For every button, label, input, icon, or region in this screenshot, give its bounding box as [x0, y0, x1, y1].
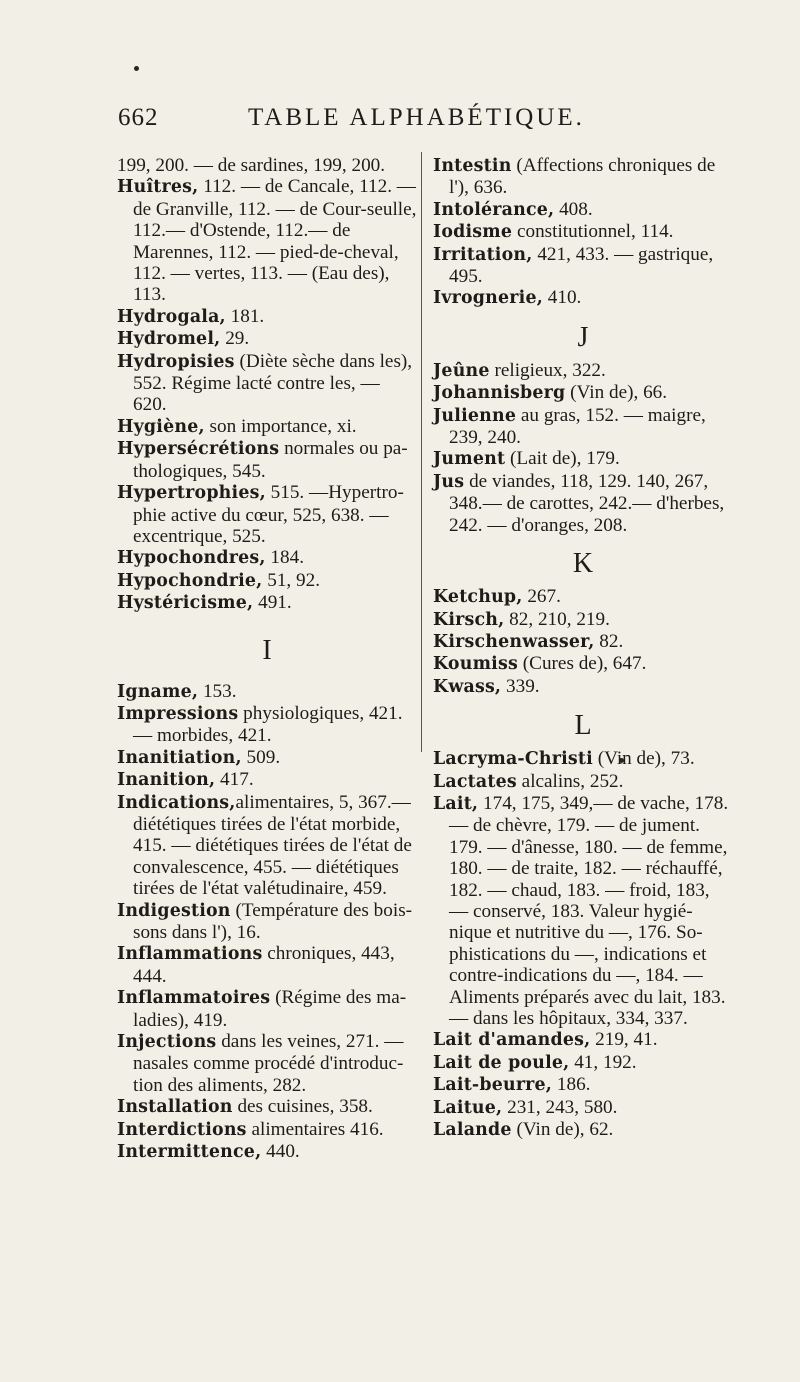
index-entry: [433, 199, 733, 221]
index-entry: [117, 438, 417, 482]
section-l-entries: [433, 748, 733, 1141]
entry-headword: Jeûne: [433, 360, 490, 381]
entry-references: 199, 200. — de sardines, 199, 200.: [117, 155, 386, 176]
entry-references: 181.: [225, 305, 265, 327]
left-column: [117, 155, 417, 1163]
index-entry: [117, 570, 417, 592]
entry-headword: Impressions: [117, 703, 239, 724]
entry-references: 509.: [241, 746, 281, 768]
index-entry: [433, 471, 733, 536]
entry-headword: Hydropisies: [117, 351, 235, 372]
index-entry: [117, 176, 417, 305]
entry-headword: Injections: [117, 1032, 217, 1053]
entry-references: 231, 243, 580.: [502, 1096, 618, 1118]
index-entry: [117, 1031, 417, 1096]
ink-fleck: [134, 66, 139, 71]
entry-references: 82, 210, 219.: [504, 608, 610, 630]
entry-headword: Indications,: [117, 792, 236, 813]
entry-headword: Ivrognerie,: [433, 288, 543, 309]
index-entry: [433, 609, 733, 631]
index-entry: [433, 1052, 733, 1074]
entry-references: (Diète sèche dans les), 552. Régime lacté contre les, — 620.: [133, 350, 413, 416]
index-entry: [117, 747, 417, 769]
entry-headword: Laitue,: [433, 1097, 503, 1118]
entry-references: (Vin de), 73.: [592, 748, 695, 770]
index-entry: [117, 482, 417, 547]
index-entry: [433, 405, 733, 449]
entry-references: de viandes, 118, 129. 140, 267, 348.— de carottes, 242.— d'herbes, 242. — d'oranges, 208.: [449, 470, 725, 536]
entry-headword: Lactates: [433, 771, 517, 792]
entry-references: 29.: [220, 328, 250, 350]
index-entry: [433, 448, 733, 470]
entry-headword: Ketchup,: [433, 587, 523, 608]
letter-heading-j: J: [577, 321, 589, 353]
entry-references: 421, 433. — gastrique, 495.: [449, 243, 714, 288]
entry-headword: Lait,: [433, 793, 479, 814]
entry-headword: Intolérance,: [433, 199, 555, 220]
entry-references: son importance, xi.: [204, 415, 357, 437]
entry-headword: Inflammations: [117, 944, 263, 965]
index-entry: [433, 155, 733, 199]
entry-headword: Kwass,: [433, 676, 502, 697]
section-i-entries-continued: [433, 155, 733, 310]
entry-headword: Interdictions: [117, 1119, 247, 1140]
letter-heading-i: I: [262, 634, 272, 666]
entry-references: (Régime des ma-ladies), 419.: [133, 987, 407, 1031]
entry-headword: Iodisme: [433, 222, 513, 243]
index-entry: [433, 1097, 733, 1119]
entry-headword: Lacryma-Christi: [433, 749, 593, 770]
entry-references: 408.: [554, 198, 593, 220]
section-h-entries: [117, 155, 417, 615]
entry-references: physiologiques, 421. — morbides, 421.: [133, 702, 403, 747]
entry-references: 515. —Hypertro-phie active du cœur, 525, 638. — excentrique, 525.: [133, 482, 404, 547]
entry-headword: Jus: [433, 471, 465, 492]
entry-headword: Lalande: [433, 1120, 512, 1141]
index-entry: [433, 287, 733, 309]
index-entry: [117, 416, 417, 438]
entry-headword: Lait-beurre,: [433, 1075, 553, 1096]
running-title: TABLE ALPHABÉTIQUE.: [248, 104, 585, 131]
index-entry: [117, 1096, 417, 1118]
entry-headword: Huîtres,: [117, 177, 199, 198]
entry-headword: Hypersécrétions: [117, 439, 280, 460]
entry-headword: Inanition,: [117, 770, 216, 791]
column-divider: [421, 152, 422, 752]
entry-references: 184.: [265, 547, 304, 569]
entry-references: 41, 192.: [569, 1051, 637, 1073]
entry-headword: Julienne: [433, 405, 517, 426]
entry-references: 153.: [198, 680, 237, 702]
entry-headword: Koumiss: [433, 654, 518, 675]
entry-references: alimentaires, 5, 367.— diététiques tirées de l'état morbide, 415. — diététiques tirées de l'état de convalescence, 455. — diététiques tirées de l'état valétudinaire, 459.: [133, 791, 412, 900]
entry-references: constitutionnel, 114.: [512, 221, 674, 243]
section-i-entries: [117, 681, 417, 1164]
entry-references: alimentaires 416.: [246, 1118, 384, 1140]
entry-references: des cuisines, 358.: [232, 1096, 373, 1118]
entry-headword: Intestin: [433, 156, 512, 176]
entry-headword: Inflammatoires: [117, 988, 271, 1009]
entry-headword: Hydromel,: [117, 329, 221, 350]
index-entry: [433, 748, 733, 770]
index-entry: [433, 631, 733, 653]
index-entry: [117, 943, 417, 987]
entry-references: (Vin de), 66.: [565, 382, 668, 404]
index-entry: [433, 793, 733, 1029]
section-k-entries: [433, 586, 733, 698]
entry-headword: Indigestion: [117, 900, 231, 921]
entry-headword: Jument: [433, 449, 506, 470]
entry-headword: Lait d'amandes,: [433, 1030, 591, 1051]
letter-heading-k: K: [572, 548, 594, 580]
index-entry: [117, 681, 417, 703]
index-entry: [117, 1119, 417, 1141]
index-entry: [433, 653, 733, 675]
entry-references: 51, 92.: [262, 569, 320, 591]
entry-headword: Intermittence,: [117, 1142, 262, 1163]
entry-references: 339.: [501, 675, 540, 697]
entry-headword: Hygiène,: [117, 416, 205, 437]
entry-references: (Affections chroniques de l'), 636.: [449, 155, 716, 199]
entry-references: 440.: [261, 1141, 300, 1163]
entry-references: 219, 41.: [590, 1029, 658, 1051]
entry-headword: Hypochondres,: [117, 548, 266, 569]
right-column: [433, 155, 733, 1141]
entry-references: 82.: [594, 630, 624, 652]
entry-headword: Irritation,: [433, 244, 533, 265]
index-entry: [433, 244, 733, 288]
entry-references: 491.: [253, 592, 292, 614]
index-entry: [433, 1119, 733, 1141]
entry-references: religieux, 322.: [489, 359, 606, 381]
index-entry: [433, 676, 733, 698]
index-entry: [433, 586, 733, 608]
entry-references: (Vin de), 62.: [511, 1119, 614, 1141]
entry-references: normales ou pa-thologiques, 545.: [133, 438, 408, 482]
index-entry: [433, 1074, 733, 1096]
entry-headword: Kirsch,: [433, 609, 505, 630]
entry-headword: Igname,: [117, 681, 199, 702]
entry-references: dans les veines, 271. — nasales comme procédé d'introduc-tion des aliments, 282.: [133, 1031, 404, 1096]
entry-references: (Température des bois-sons dans l'), 16.: [133, 899, 413, 943]
index-entry: [117, 592, 417, 614]
entry-headword: Inanitiation,: [117, 747, 242, 768]
section-j-entries: [433, 360, 733, 536]
index-entry: [117, 792, 417, 900]
index-entry: [117, 351, 417, 416]
entry-headword: Installation: [117, 1097, 233, 1118]
entry-references: 417.: [215, 769, 254, 791]
index-entry: [117, 900, 417, 944]
entry-references: au gras, 152. — maigre, 239, 240.: [449, 404, 706, 449]
index-entry: [117, 703, 417, 747]
entry-headword: Johannisberg: [433, 383, 566, 404]
letter-heading-l: L: [574, 710, 592, 742]
page-header: [0, 104, 800, 144]
index-entry: [433, 771, 733, 793]
index-entry: [433, 360, 733, 382]
index-entry: [433, 382, 733, 404]
entry-headword: Hypertrophies,: [117, 483, 266, 504]
entry-headword: Hypochondrie,: [117, 570, 263, 591]
entry-references: chroniques, 443, 444.: [133, 943, 395, 987]
entry-references: 410.: [542, 287, 582, 309]
entry-headword: Lait de poule,: [433, 1052, 570, 1073]
entry-references: 186.: [552, 1074, 591, 1096]
index-entry: [117, 306, 417, 328]
index-entry: [433, 221, 733, 243]
entry-references: 174, 175, 349,— de vache, 178. — de chèvre, 179. — de jument. 179. — d'ânesse, 180. — de femme, 180. — de traite, 182. — réchauffé, 182. — chaud, 183. — froid, 183, — conservé, 183. Valeur hygié-nique et nutritive du —, 176. So-phistications du —, indications et contre-indications du —, 184. — Aliments préparés avec du lait, 183. — dans les hôpitaux, 334, 337.: [449, 792, 729, 1029]
entry-references: (Cures de), 647.: [517, 653, 647, 675]
page-number: 662: [118, 104, 159, 131]
index-entry: [117, 769, 417, 791]
entry-headword: Hystéricisme,: [117, 593, 254, 614]
index-entry: [117, 1141, 417, 1163]
entry-references: alcalins, 252.: [516, 770, 624, 792]
index-entry: [117, 155, 417, 176]
index-entry: [433, 1029, 733, 1051]
entry-references: 267.: [522, 586, 561, 608]
entry-headword: Hydrogala,: [117, 306, 226, 327]
entry-headword: Kirschenwasser,: [433, 631, 595, 652]
index-entry: [117, 328, 417, 350]
entry-references: 112. — de Cancale, 112. — de Granville, 112. — de Cour-seulle, 112.— d'Ostende, 112.— de Marennes, 112. — pied-de-cheval, 112. — vertes, 113. — (Eau des), 113.: [133, 176, 417, 306]
entry-references: (Lait de), 179.: [505, 448, 620, 470]
index-entry: [117, 547, 417, 569]
index-entry: [117, 987, 417, 1031]
